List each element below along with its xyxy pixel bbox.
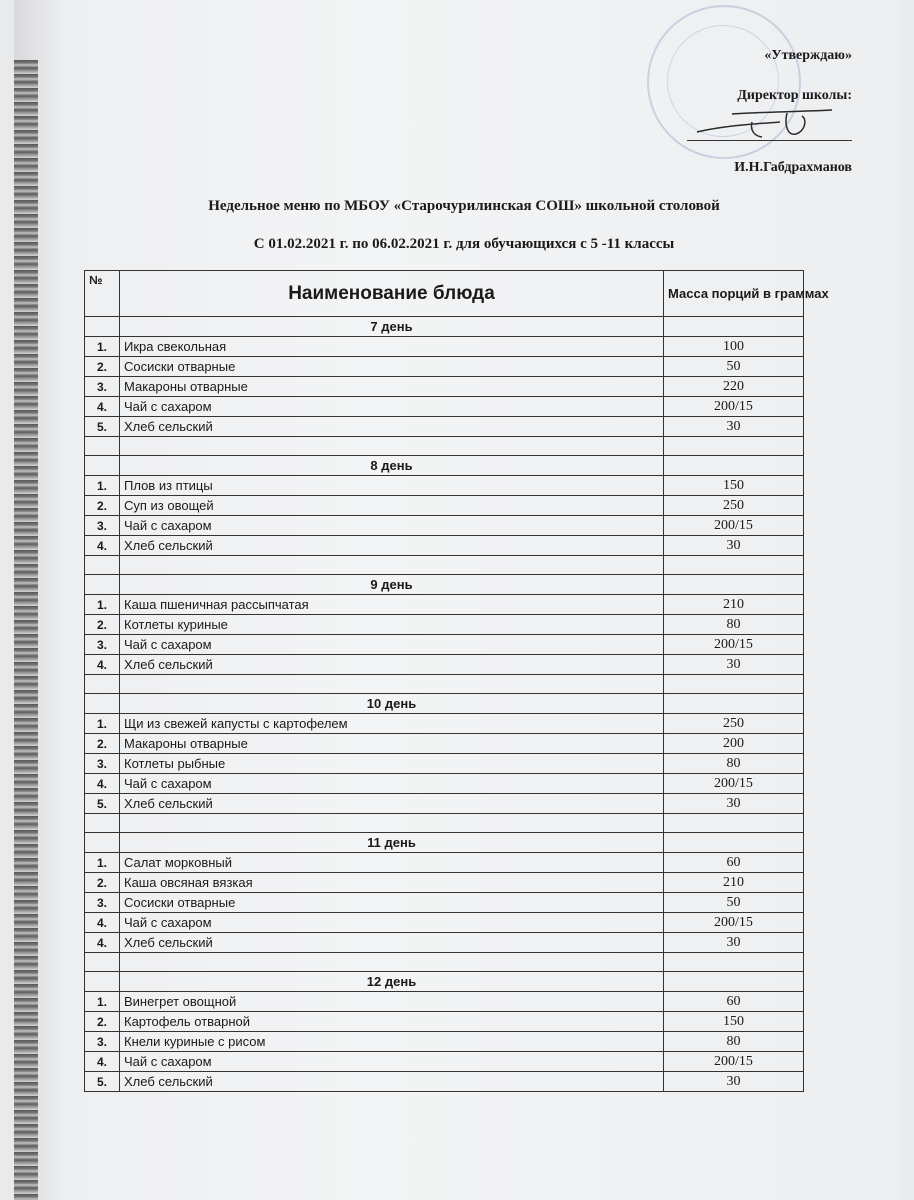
dish-name: Чай с сахаром xyxy=(120,1052,664,1072)
day-mass-cell xyxy=(664,972,804,992)
blank-cell xyxy=(120,953,664,972)
dish-name: Щи из свежей капусты с картофелем xyxy=(120,714,664,734)
day-number-cell xyxy=(85,456,120,476)
header-portion-mass: Масса порций в граммах xyxy=(664,271,804,317)
blank-cell xyxy=(85,675,120,694)
table-row xyxy=(85,734,804,754)
blank-cell xyxy=(664,953,804,972)
dish-name: Хлеб сельский xyxy=(120,417,664,437)
item-number: 1. xyxy=(85,714,120,734)
portion-mass: 80 xyxy=(664,754,804,774)
table-row xyxy=(85,496,804,516)
blank-cell xyxy=(664,556,804,575)
table-row xyxy=(85,536,804,556)
day-number-cell xyxy=(85,694,120,714)
day-header-row xyxy=(85,317,804,337)
item-number: 3. xyxy=(85,754,120,774)
item-number: 2. xyxy=(85,1012,120,1032)
director-name: И.Н.Габдрахманов xyxy=(734,160,852,175)
dish-name: Икра свекольная xyxy=(120,337,664,357)
portion-mass: 30 xyxy=(664,794,804,814)
blank-cell xyxy=(120,675,664,694)
blank-cell xyxy=(120,814,664,833)
portion-mass: 200/15 xyxy=(664,397,804,417)
item-number: 5. xyxy=(85,1072,120,1092)
item-number: 2. xyxy=(85,615,120,635)
item-number: 1. xyxy=(85,853,120,873)
table-row xyxy=(85,774,804,794)
dish-name: Котлеты куриные xyxy=(120,615,664,635)
day-header-row xyxy=(85,833,804,853)
dish-name: Хлеб сельский xyxy=(120,536,664,556)
item-number: 4. xyxy=(85,913,120,933)
table-row xyxy=(85,1032,804,1052)
portion-mass: 60 xyxy=(664,992,804,1012)
table-row xyxy=(85,754,804,774)
header-dish-name: Наименование блюда xyxy=(120,271,664,317)
item-number: 3. xyxy=(85,516,120,536)
item-number: 2. xyxy=(85,496,120,516)
day-header-row xyxy=(85,575,804,595)
dish-name: Каша пшеничная рассыпчатая xyxy=(120,595,664,615)
portion-mass: 150 xyxy=(664,1012,804,1032)
table-row xyxy=(85,1072,804,1092)
dish-name: Кнели куриные с рисом xyxy=(120,1032,664,1052)
dish-name: Макароны отварные xyxy=(120,734,664,754)
dish-name: Чай с сахаром xyxy=(120,774,664,794)
dish-name: Чай с сахаром xyxy=(120,516,664,536)
day-header-row xyxy=(85,972,804,992)
table-row xyxy=(85,853,804,873)
day-number-cell xyxy=(85,833,120,853)
portion-mass: 250 xyxy=(664,714,804,734)
portion-mass: 200/15 xyxy=(664,774,804,794)
day-header-row xyxy=(85,456,804,476)
blank-row xyxy=(85,953,804,972)
blank-cell xyxy=(85,814,120,833)
item-number: 3. xyxy=(85,635,120,655)
dish-name: Плов из птицы xyxy=(120,476,664,496)
table-row xyxy=(85,794,804,814)
blank-cell xyxy=(85,556,120,575)
day-label: 10 день xyxy=(120,694,664,714)
dish-name: Чай с сахаром xyxy=(120,913,664,933)
blank-cell xyxy=(85,953,120,972)
blank-row xyxy=(85,814,804,833)
portion-mass: 80 xyxy=(664,615,804,635)
table-row xyxy=(85,1012,804,1032)
dish-name: Хлеб сельский xyxy=(120,1072,664,1092)
item-number: 4. xyxy=(85,536,120,556)
portion-mass: 200/15 xyxy=(664,516,804,536)
table-row xyxy=(85,377,804,397)
blank-row xyxy=(85,437,804,456)
dish-name: Хлеб сельский xyxy=(120,794,664,814)
dish-name: Суп из овощей xyxy=(120,496,664,516)
portion-mass: 250 xyxy=(664,496,804,516)
item-number: 3. xyxy=(85,1032,120,1052)
table-row xyxy=(85,913,804,933)
portion-mass: 30 xyxy=(664,417,804,437)
portion-mass: 200 xyxy=(664,734,804,754)
item-number: 1. xyxy=(85,992,120,1012)
portion-mass: 80 xyxy=(664,1032,804,1052)
dish-name: Каша овсяная вязкая xyxy=(120,873,664,893)
blank-row xyxy=(85,556,804,575)
day-number-cell xyxy=(85,972,120,992)
dish-name: Салат морковный xyxy=(120,853,664,873)
document-period: С 01.02.2021 г. по 06.02.2021 г. для обучающихся с 5 -11 классы xyxy=(253,236,675,252)
day-label: 12 день xyxy=(120,972,664,992)
portion-mass: 50 xyxy=(664,893,804,913)
blank-row xyxy=(85,675,804,694)
dish-name: Сосиски отварные xyxy=(120,357,664,377)
blank-cell xyxy=(664,814,804,833)
day-mass-cell xyxy=(664,833,804,853)
item-number: 4. xyxy=(85,1052,120,1072)
day-header-row xyxy=(85,694,804,714)
approval-position: Директор школы: xyxy=(737,88,852,103)
dish-name: Макароны отварные xyxy=(120,377,664,397)
header-number: № xyxy=(85,271,120,317)
table-row xyxy=(85,655,804,675)
item-number: 1. xyxy=(85,595,120,615)
day-number-cell xyxy=(85,575,120,595)
day-mass-cell xyxy=(664,694,804,714)
day-mass-cell xyxy=(664,317,804,337)
table-row xyxy=(85,397,804,417)
blank-cell xyxy=(120,556,664,575)
dish-name: Винегрет овощной xyxy=(120,992,664,1012)
dish-name: Картофель отварной xyxy=(120,1012,664,1032)
blank-cell xyxy=(85,437,120,456)
day-number-cell xyxy=(85,317,120,337)
blank-cell xyxy=(664,437,804,456)
item-number: 4. xyxy=(85,397,120,417)
portion-mass: 200/15 xyxy=(664,635,804,655)
portion-mass: 30 xyxy=(664,536,804,556)
item-number: 5. xyxy=(85,794,120,814)
table-row xyxy=(85,873,804,893)
dish-name: Чай с сахаром xyxy=(120,635,664,655)
portion-mass: 200/15 xyxy=(664,1052,804,1072)
menu-table-body xyxy=(85,317,804,1092)
signature-line xyxy=(687,140,852,141)
blank-cell xyxy=(120,437,664,456)
item-number: 4. xyxy=(85,933,120,953)
day-mass-cell xyxy=(664,456,804,476)
document-title: Недельное меню по МБОУ «Старочурилинская СОШ» школьной столовой xyxy=(208,198,720,214)
table-row xyxy=(85,893,804,913)
table-row xyxy=(85,516,804,536)
portion-mass: 220 xyxy=(664,377,804,397)
item-number: 5. xyxy=(85,417,120,437)
dish-name: Сосиски отварные xyxy=(120,893,664,913)
item-number: 3. xyxy=(85,377,120,397)
menu-table xyxy=(84,270,829,1092)
portion-mass: 30 xyxy=(664,933,804,953)
day-label: 9 день xyxy=(120,575,664,595)
day-label: 7 день xyxy=(120,317,664,337)
item-number: 2. xyxy=(85,357,120,377)
blank-cell xyxy=(664,675,804,694)
item-number: 3. xyxy=(85,893,120,913)
portion-mass: 30 xyxy=(664,1072,804,1092)
dish-name: Котлеты рыбные xyxy=(120,754,664,774)
item-number: 4. xyxy=(85,655,120,675)
table-row xyxy=(85,635,804,655)
portion-mass: 50 xyxy=(664,357,804,377)
day-label: 8 день xyxy=(120,456,664,476)
item-number: 4. xyxy=(85,774,120,794)
portion-mass: 60 xyxy=(664,853,804,873)
portion-mass: 210 xyxy=(664,595,804,615)
table-row xyxy=(85,1052,804,1072)
table-row xyxy=(85,476,804,496)
table-row xyxy=(85,714,804,734)
table-row xyxy=(85,357,804,377)
dish-name: Хлеб сельский xyxy=(120,933,664,953)
day-mass-cell xyxy=(664,575,804,595)
table-row xyxy=(85,595,804,615)
document-page xyxy=(14,0,900,1200)
item-number: 1. xyxy=(85,476,120,496)
item-number: 1. xyxy=(85,337,120,357)
item-number: 2. xyxy=(85,873,120,893)
portion-mass: 210 xyxy=(664,873,804,893)
portion-mass: 100 xyxy=(664,337,804,357)
portion-mass: 150 xyxy=(664,476,804,496)
table-row xyxy=(85,615,804,635)
dish-name: Хлеб сельский xyxy=(120,655,664,675)
item-number: 2. xyxy=(85,734,120,754)
table-row xyxy=(85,337,804,357)
approval-heading: «Утверждаю» xyxy=(764,48,852,63)
day-label: 11 день xyxy=(120,833,664,853)
portion-mass: 30 xyxy=(664,655,804,675)
table-row xyxy=(85,992,804,1012)
table-header-row xyxy=(85,271,804,317)
portion-mass: 200/15 xyxy=(664,913,804,933)
dish-name: Чай с сахаром xyxy=(120,397,664,417)
scan-edge-artifact xyxy=(14,60,38,1200)
table-row xyxy=(85,417,804,437)
table-row xyxy=(85,933,804,953)
